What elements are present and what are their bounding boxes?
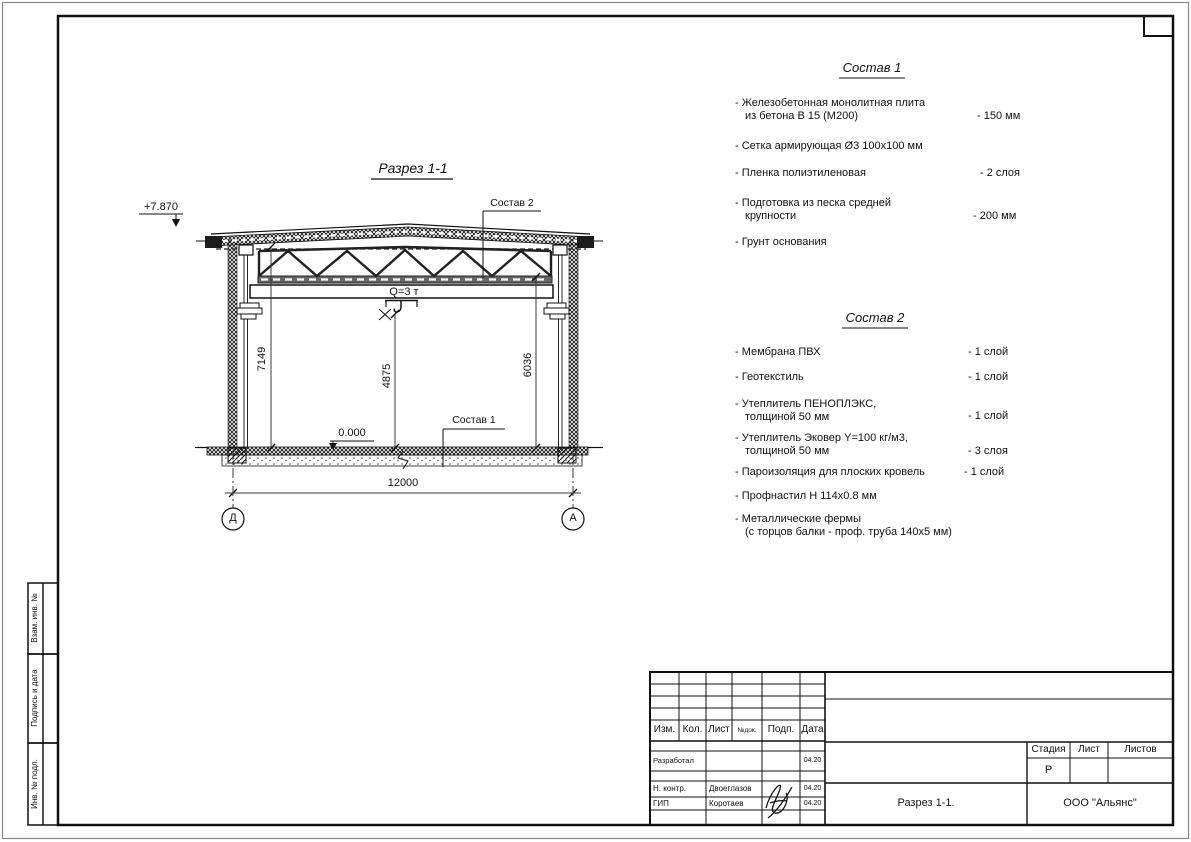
- margin-label-vzam: Взам. инв. №: [29, 593, 39, 643]
- tb-header-izm: Изм.: [653, 724, 676, 735]
- spec2-item: - Утеплитель Эковер Y=100 кг/м3, толщиной 50 мм: [735, 432, 908, 457]
- elevation-top-label: +7.870: [144, 201, 178, 213]
- callout-sostav2: Состав 2: [490, 197, 534, 209]
- section-title: Разрез 1-1: [378, 160, 448, 176]
- spec2-item: - Утеплитель ПЕНОПЛЭКС, толщиной 50 мм: [735, 398, 877, 423]
- tb-date: 04.20: [803, 757, 822, 764]
- spec2-item: - Геотекстиль: [735, 371, 804, 383]
- spec1-item-value: - 200 мм: [973, 210, 1017, 222]
- dim-6036: 6036: [522, 352, 534, 378]
- dim-span-12000: 12000: [387, 477, 419, 489]
- tb-sheets-header: Листов: [1124, 744, 1157, 755]
- spec2-item-value: - 3 слоя: [968, 445, 1009, 457]
- tb-header-list: Лист: [708, 724, 730, 735]
- tb-stage-value: Р: [1044, 764, 1053, 776]
- tb-stage-header: Стадия: [1031, 744, 1066, 755]
- dim-7149: 7149: [256, 346, 268, 372]
- top-right-box: [1144, 16, 1173, 36]
- callout-sostav1: Состав 1: [452, 414, 496, 426]
- elevation-arrow-icon: [172, 219, 180, 227]
- tb-date: 04.20: [803, 785, 822, 792]
- tb-doc-name: Разрез 1-1.: [897, 797, 955, 809]
- spec2-title: Состав 2: [845, 310, 905, 325]
- page-frame: [3, 3, 1189, 839]
- tb-company: ООО "Альянс": [1063, 797, 1137, 809]
- spec2-item: - Мембрана ПВХ: [735, 346, 821, 358]
- roof-truss: [239, 245, 567, 283]
- tb-header-ndok: №док.: [737, 727, 757, 734]
- spec2-item: - Профнастил Н 114х0.8 мм: [735, 490, 877, 502]
- tb-role-gip: ГИП: [653, 799, 669, 808]
- spec1-item-value: - 2 слоя: [980, 167, 1021, 179]
- spec1-item: - Пленка полиэтиленовая: [735, 167, 866, 179]
- floor: [195, 447, 603, 469]
- spec1-item: - Сетка армирующая Ø3 100х100 мм: [735, 140, 923, 152]
- tb-name-nkontr: Двоеглазов: [709, 784, 752, 793]
- column-corbels: [237, 303, 569, 319]
- signature: [766, 785, 792, 818]
- spec1-item: - Грунт основания: [735, 236, 827, 248]
- crane-capacity-label: Q=3 т: [389, 286, 419, 298]
- tb-header-podp: Подп.: [767, 724, 795, 735]
- margin-label-inv: Инв. № подл.: [29, 759, 39, 809]
- elevation-zero-label: 0.000: [338, 427, 366, 439]
- tb-header-kol: Кол.: [682, 724, 703, 735]
- spec1-title: Состав 1: [842, 60, 902, 75]
- spec2-item-value: - 1 слой: [968, 371, 1009, 383]
- spec1-item: - Подготовка из песка средней крупности: [735, 197, 891, 222]
- tb-sheet-header: Лист: [1078, 744, 1100, 755]
- spec2-item-value: - 1 слой: [968, 346, 1009, 358]
- spec2-item-value: - 1 слой: [968, 410, 1009, 422]
- axis-label-right: А: [569, 512, 577, 524]
- spec2-item: - Пароизоляция для плоских кровель: [735, 466, 925, 478]
- spec2-item: - Металлические фермы (с торцов балки - проф. труба 140х5 мм): [735, 513, 952, 538]
- tb-name-gip: Коротаев: [709, 799, 744, 808]
- roof: [196, 224, 603, 249]
- spec1-item-value: - 150 мм: [977, 110, 1021, 122]
- margin-label-podpis: Подпись и дата: [29, 669, 39, 727]
- axis-label-left: Д: [229, 512, 237, 524]
- tb-role-nkontr: Н. контр.: [653, 784, 687, 793]
- tb-date: 04.20: [803, 800, 822, 807]
- dim-4875: 4875: [381, 363, 393, 389]
- spec1-item: - Железобетонная монолитная плита из бетона В 15 (М200): [735, 97, 926, 122]
- tb-role-razrabotal: Разработал: [653, 756, 694, 765]
- spec2-item-value: - 1 слой: [964, 466, 1005, 478]
- tb-header-data: Дата: [801, 724, 824, 735]
